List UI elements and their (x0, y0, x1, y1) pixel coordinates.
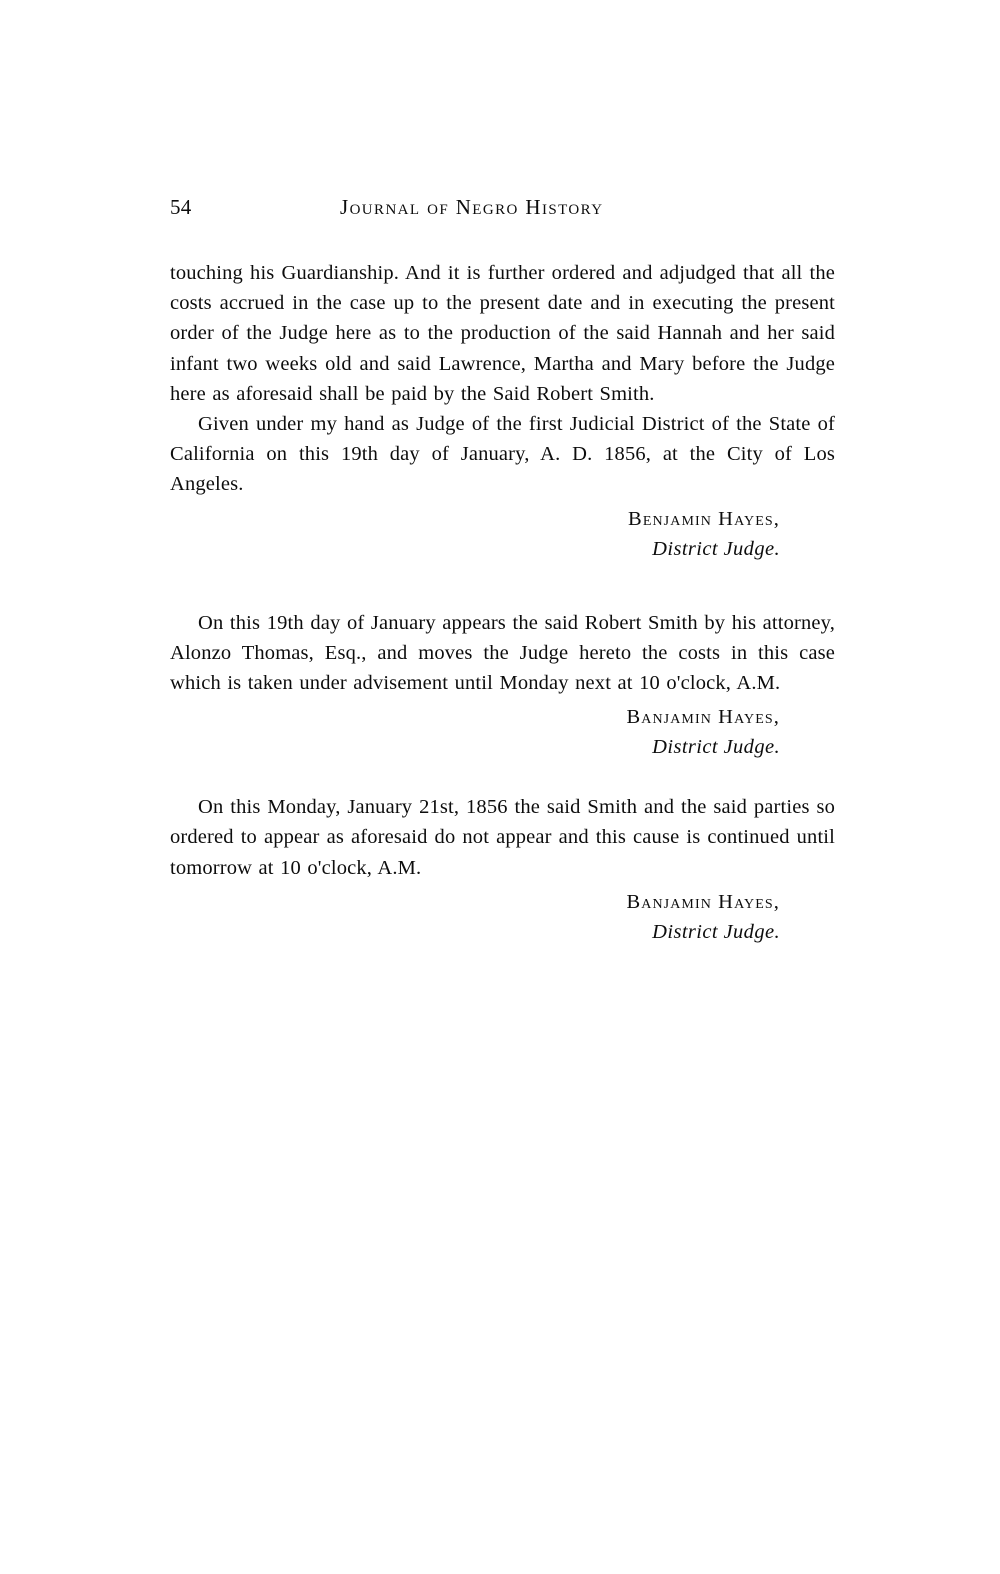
page-number: 54 (170, 195, 192, 219)
signature-block-2 (170, 702, 835, 762)
running-head: Journal of Negro History (340, 195, 604, 219)
section-gap (170, 762, 835, 792)
signature-name: Banjamin Hayes, (626, 706, 780, 729)
page-header (170, 195, 835, 220)
paragraph-1: touching his Guardianship. And it is further ordered and adjudged that all the costs accrued in the case up to the present date and in executing the present order of the Judge here as to the production of the said Hannah and her said infant two weeks old and said Lawrence, Martha and Mary before the Judge here as aforesaid shall be paid by the Said Robert Smith. (170, 262, 835, 405)
signature-name: Benjamin Hayes, (628, 507, 780, 530)
signature-block-1 (170, 504, 835, 564)
signature-title: District Judge. (652, 920, 780, 943)
signature-name: Banjamin Hayes, (626, 890, 780, 913)
signature-title: District Judge. (652, 736, 780, 759)
paragraph-2: Given under my hand as Judge of the first Judicial District of the State of California on this 19th day of January, A. D. 1856, at the City of Los Angeles. (170, 413, 835, 496)
paragraph-3: On this 19th day of January appears the said Robert Smith by his attorney, Alonzo Thomas, Esq., and moves the Judge hereto the costs in this case which is taken under advisement until Monday next at 10 o'clock, A.M. (170, 611, 835, 695)
paragraph-4: On this Monday, January 21st, 1856 the said Smith and the said parties so ordered to appear as aforesaid do not appear and this cause is continued until tomorrow at 10 o'clock, A.M. (170, 796, 835, 879)
signature-block-3 (170, 887, 835, 947)
page-content (170, 195, 835, 947)
signature-title: District Judge. (652, 537, 780, 560)
section-gap (170, 564, 835, 608)
